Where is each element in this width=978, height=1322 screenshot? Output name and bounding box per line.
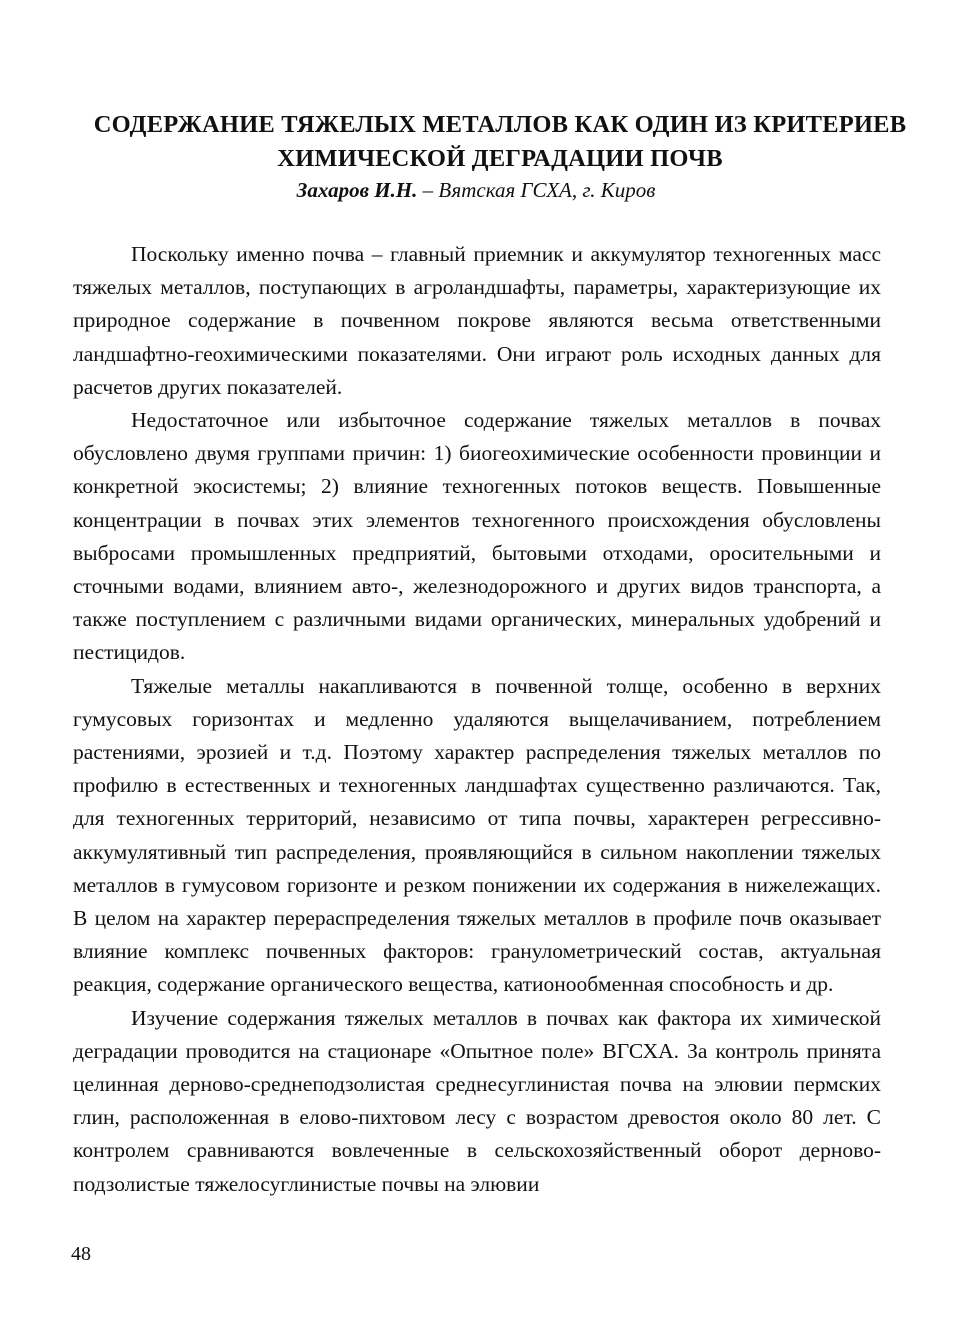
article-body [73, 238, 881, 1201]
author-affiliation: – Вятская ГСХА, г. Киров [417, 178, 656, 202]
byline [70, 176, 882, 204]
body-paragraph-2: Недостаточное или избыточное содержание тяжелых металлов в почвах обусловлено двумя группами причин: 1) биогеохимические особенности провинции и конкретной экосистемы; 2) влияние техногенных потоков веществ. Повышенные концентрации в почвах этих элементов техногенного происхождения обусловлены выбросами промышленных предприятий, бытовыми отходами, оросительными и сточными водами, влиянием авто-, железнодорожного и других видов транспорта, а также поступлением с различными видами органических, минеральных удобрений и пестицидов. [73, 408, 881, 665]
page-number: 48 [71, 1243, 91, 1265]
article-title-line-1: СОДЕРЖАНИЕ ТЯЖЕЛЫХ МЕТАЛЛОВ КАК ОДИН ИЗ КРИТЕРИЕВ [93, 111, 907, 138]
body-paragraph-3: Тяжелые металлы накапливаются в почвенной толще, особенно в верхних гумусовых горизонтах и медленно удаляются выщелачиванием, потреблением растениями, эрозией и т.д. Поэтому характер распределения тяжелых металлов по профилю в естественных и техногенных ландшафтах существенно различаются. Так, для техногенных территорий, независимо от типа почвы, характерен регрессивно-аккумулятивный тип распределения, проявляющийся в сильном накоплении тяжелых металлов в гумусовом горизонте и резком понижении их содержания в нижележащих. В целом на характер перераспределения тяжелых металлов в профиле почв оказывает влияние комплекс почвенных факторов: гранулометрический состав, актуальная реакция, содержание органического вещества, катионообменная способность и др. [73, 673, 881, 997]
body-paragraph-1: Поскольку именно почва – главный приемник и аккумулятор техногенных масс тяжелых металлов, поступающих в агроландшафты, параметры, характеризующие их природное содержание в почвенном покрове являются весьма ответственными ландшафтно-геохимическими показателями. Они играют роль исходных данных для расчетов других показателей. [73, 242, 881, 399]
article-title [70, 108, 930, 176]
author-name: Захаров И.Н. [296, 178, 418, 202]
body-paragraph-4: Изучение содержания тяжелых металлов в почвах как фактора их химической деградации проводится на стационаре «Опытное поле» ВГСХА. За контроль принята целинная дерново-среднеподзолистая среднесуглинистая почва на элювии пермских глин, расположенная в елово-пихтовом лесу с возрастом древостоя около 80 лет. С контролем сравниваются вовлеченные в сельскохозяйственный оборот дерново-подзолистые тяжелосуглинистые почвы на элювии [73, 1005, 881, 1196]
article-title-line-2: ХИМИЧЕСКОЙ ДЕГРАДАЦИИ ПОЧВ [277, 145, 723, 172]
